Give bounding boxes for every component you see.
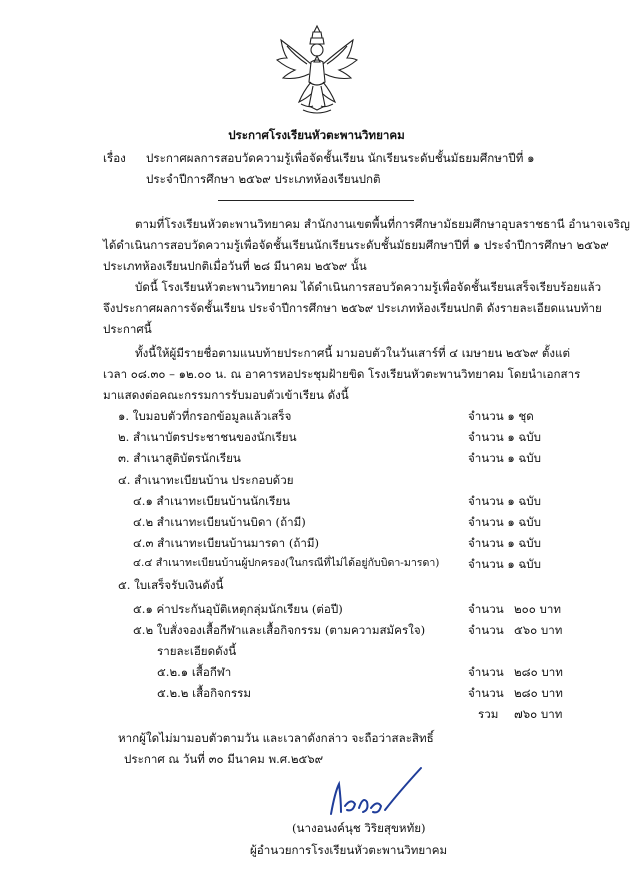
list-item: ๓. สำเนาสูติบัตรนักเรียน xyxy=(118,451,241,465)
list-item-qty: จำนวน ๑ ฉบับ xyxy=(468,430,542,444)
paragraph-1-line-2: ได้ดำเนินการสอบวัดความรู้เพื่อจัดชั้นเรียนนักเรียนระดับชั้นมัธยมศึกษาปีที่ ๑ ประจำปีการศึกษา ๒๕๖๙ xyxy=(103,238,609,252)
list-item-amount: ๒๘๐ บาท xyxy=(514,665,563,679)
list-item-amount: ๒๐๐ บาท xyxy=(514,602,561,616)
signer-position: ผู้อำนวยการโรงเรียนหัวตะพานวิทยาคม xyxy=(250,843,448,857)
list-item: ๕.๒ ใบสั่งจองเสื้อกีฬาและเสื้อกิจกรรม (ตามความสมัครใจ) xyxy=(133,623,426,637)
list-item-qty: จำนวน ๑ ฉบับ xyxy=(468,494,542,508)
garuda-emblem-icon xyxy=(273,22,361,118)
paragraph-2-line-1: บัดนี้ โรงเรียนหัวตะพานวิทยาคม ได้ดำเนินการสอบวัดความรู้เพื่อจัดชั้นเรียนเสร็จเรียบร้อยแล้ว xyxy=(135,280,602,294)
announcement-title: ประกาศโรงเรียนหัวตะพานวิทยาคม xyxy=(228,128,405,142)
paragraph-3-line-3: มาแสดงต่อคณะกรรมการรับมอบตัวเข้าเรียน ดังนี้ xyxy=(103,388,349,402)
signature-mark xyxy=(325,762,435,824)
announcement-date: ประกาศ ณ วันที่ ๓๐ มีนาคม พ.ศ.๒๕๖๙ xyxy=(124,752,324,766)
list-item: ๑. ใบมอบตัวที่กรอกข้อมูลแล้วเสร็จ xyxy=(118,409,292,423)
list-item: รายละเอียดดังนี้ xyxy=(157,644,237,658)
list-item-qty: จำนวน xyxy=(468,623,504,637)
list-item-qty: จำนวน xyxy=(468,665,504,679)
list-item-qty: จำนวน xyxy=(468,686,504,700)
list-item-qty: จำนวน ๑ ฉบับ xyxy=(468,536,542,550)
list-item-qty: จำนวน ๑ ชุด xyxy=(468,409,534,423)
signer-name: (นางอนงค์นุช วิริยสุขหทัย) xyxy=(292,821,426,835)
subject-line-1: ประกาศผลการสอบวัดความรู้เพื่อจัดชั้นเรียน นักเรียนระดับชั้นมัธยมศึกษาปีที่ ๑ xyxy=(146,151,535,165)
list-item-amount: ๕๖๐ บาท xyxy=(514,623,563,637)
paragraph-1-line-1: ตามที่โรงเรียนหัวตะพานวิทยาคม สำนักงานเขตพื้นที่การศึกษามัธยมศึกษาอุบลราชธานี อำนาจเจริญ xyxy=(135,217,630,231)
list-item-amount: ๒๘๐ บาท xyxy=(514,686,563,700)
list-item-qty: จำนวน ๑ ฉบับ xyxy=(468,557,542,571)
list-item: ๒. สำเนาบัตรประชาชนของนักเรียน xyxy=(118,430,297,444)
list-item: ๔.๒ สำเนาทะเบียนบ้านบิดา (ถ้ามี) xyxy=(133,515,306,529)
forfeit-note: หากผู้ใดไม่มามอบตัวตามวัน และเวลาดังกล่าว จะถือว่าสละสิทธิ์ xyxy=(118,731,434,745)
list-item: ๔. สำเนาทะเบียนบ้าน ประกอบด้วย xyxy=(118,473,294,487)
subject-label: เรื่อง xyxy=(103,151,126,165)
total-label: รวม xyxy=(478,707,499,721)
subject-line-2: ประจำปีการศึกษา ๒๕๖๙ ประเภทห้องเรียนปกติ xyxy=(146,172,381,186)
total-amount: ๗๖๐ บาท xyxy=(514,707,563,721)
paragraph-2-line-3: ประกาศนี้ xyxy=(103,322,152,336)
list-item: ๕.๒.๒ เสื้อกิจกรรม xyxy=(157,686,252,700)
list-item-qty: จำนวน ๑ ฉบับ xyxy=(468,451,542,465)
paragraph-2-line-2: จึงประกาศผลการจัดชั้นเรียน ประจำปีการศึกษา ๒๕๖๙ ประเภทห้องเรียนปกติ ดังรายละเอียดแนบท้าย xyxy=(103,301,602,315)
paragraph-3-line-1: ทั้งนี้ให้ผู้มีรายชื่อตามแนบท้ายประกาศนี้ มามอบตัวในวันเสาร์ที่ ๔ เมษายน ๒๕๖๙ ตั้งแต่ xyxy=(135,346,571,360)
list-item-qty: จำนวน ๑ ฉบับ xyxy=(468,515,542,529)
list-item: ๕.๒.๑ เสื้อกีฬา xyxy=(157,665,232,679)
paragraph-1-line-3: ประเภทห้องเรียนปกติเมื่อวันที่ ๒๘ มีนาคม ๒๕๖๙ นั้น xyxy=(103,259,367,273)
title-divider xyxy=(218,200,414,201)
list-item: ๔.๑ สำเนาทะเบียนบ้านนักเรียน xyxy=(133,494,291,508)
list-item: ๕.๑ ค่าประกันอุบัติเหตุกลุ่มนักเรียน (ต่อปี) xyxy=(133,602,343,616)
list-item: ๕. ใบเสร็จรับเงินดังนี้ xyxy=(118,578,224,592)
list-item: ๔.๓ สำเนาทะเบียนบ้านมารดา (ถ้ามี) xyxy=(133,536,320,550)
paragraph-3-line-2: เวลา ๐๘.๓๐ – ๑๒.๐๐ น. ณ อาคารหอประชุมฝ้ายขิด โรงเรียนหัวตะพานวิทยาคม โดยนำเอกสาร xyxy=(103,367,581,381)
list-item: ๔.๔ สำเนาทะเบียนบ้านผู้ปกครอง(ในกรณีที่ไม่ได้อยู่กับบิดา-มารดา) xyxy=(133,557,440,569)
list-item-qty: จำนวน xyxy=(468,602,504,616)
